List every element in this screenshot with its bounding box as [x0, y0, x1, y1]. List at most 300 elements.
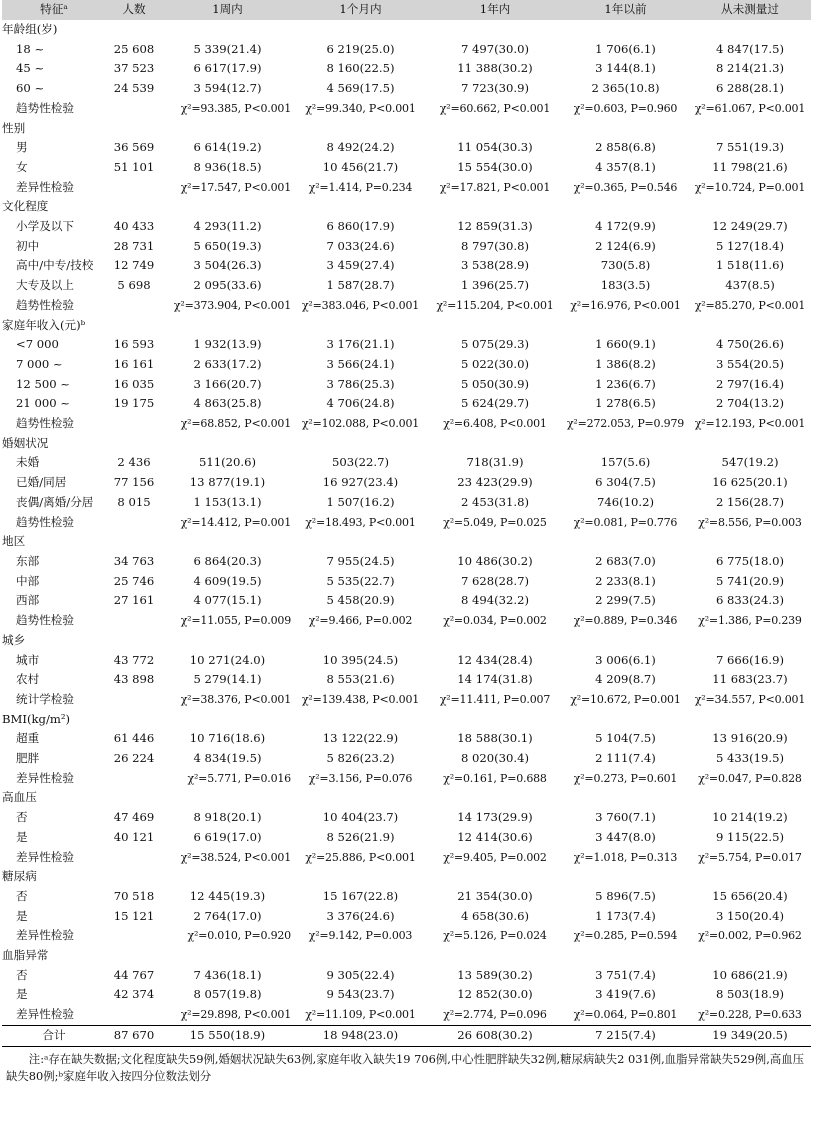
row-label: 是	[16, 908, 28, 923]
row-value: 503(22.7)	[332, 455, 389, 470]
row-value: 1 518(11.6)	[715, 258, 785, 273]
row-value: 1 386(8.2)	[595, 356, 656, 371]
row-label: 农村	[16, 672, 40, 687]
row-count: 28 731	[113, 238, 155, 253]
row-value: 6 860(17.9)	[326, 219, 395, 234]
data-table	[2, 0, 811, 1047]
row-value: 1 706(6.1)	[595, 41, 656, 56]
row-value: 4 609(19.5)	[193, 573, 262, 588]
test-label: 趋势性检验	[16, 297, 74, 312]
table-row	[2, 276, 811, 296]
row-value: 10 716(18.6)	[189, 731, 266, 746]
group-title: 年龄组(岁)	[2, 22, 58, 36]
header-cell: 特征ᵃ	[2, 0, 106, 20]
row-label: 12 500 ~	[16, 376, 70, 391]
row-value: 6 304(7.5)	[595, 475, 656, 490]
row-value: 7 723(30.9)	[460, 81, 530, 96]
test-label: 差异性检验	[16, 770, 74, 785]
test-label: 趋势性检验	[16, 100, 74, 115]
row-value: 157(5.6)	[600, 455, 651, 470]
row-label: 超重	[16, 731, 40, 746]
row-value: 4 569(17.5)	[326, 81, 395, 96]
row-value: 9 305(22.4)	[326, 967, 395, 982]
group-title: 文化程度	[2, 199, 49, 214]
test-statistic: χ²=0.034, P=0.002	[443, 614, 547, 628]
test-row	[2, 926, 811, 946]
row-label: 大专及以上	[16, 278, 74, 293]
row-value: 3 538(28.9)	[460, 258, 530, 273]
test-row	[2, 769, 811, 789]
row-label: 7 000 ~	[16, 356, 63, 371]
total-row	[2, 1025, 811, 1046]
test-statistic: χ²=11.055, P=0.009	[180, 614, 291, 628]
row-value: 1 278(6.5)	[595, 396, 656, 411]
row-value: 11 388(30.2)	[457, 61, 533, 76]
row-value: 12 852(30.0)	[457, 987, 533, 1002]
row-value: 6 617(17.9)	[193, 61, 262, 76]
row-count: 27 161	[113, 593, 155, 608]
row-value: 21 354(30.0)	[457, 888, 533, 903]
test-statistic: χ²=11.411, P=0.007	[439, 692, 551, 706]
header-cell: 人数	[106, 0, 162, 20]
test-statistic: χ²=0.228, P=0.633	[698, 1008, 802, 1022]
row-label: 18 ~	[16, 41, 45, 56]
row-value: 3 760(7.1)	[595, 810, 656, 825]
test-statistic: χ²=17.821, P<0.001	[439, 180, 551, 194]
test-statistic: χ²=61.067, P<0.001	[694, 101, 806, 115]
row-count: 8 015	[117, 494, 151, 509]
row-value: 16 625(20.1)	[712, 475, 788, 490]
row-count: 2 436	[117, 455, 151, 470]
test-statistic: χ²=1.414, P=0.234	[308, 180, 413, 194]
header-row	[2, 0, 811, 20]
row-label: 否	[16, 810, 28, 825]
row-value: 6 833(24.3)	[715, 593, 785, 608]
row-value: 3 419(7.6)	[595, 987, 656, 1002]
row-value: 2 858(6.8)	[595, 140, 656, 155]
test-statistic: χ²=102.088, P<0.001	[301, 417, 420, 431]
table-row	[2, 453, 811, 473]
row-value: 5 535(22.7)	[326, 573, 395, 588]
row-value: 2 633(17.2)	[193, 356, 262, 371]
table-row	[2, 572, 811, 592]
group-title: 地区	[2, 534, 26, 549]
row-value: 11 683(23.7)	[712, 672, 788, 687]
row-value: 9 115(22.5)	[715, 829, 785, 844]
row-count: 44 767	[113, 967, 155, 982]
test-label: 统计学检验	[16, 691, 74, 706]
row-label: <7 000	[16, 337, 59, 352]
row-value: 3 504(26.3)	[193, 258, 262, 273]
row-count: 70 518	[113, 888, 155, 903]
row-value: 18 588(30.1)	[457, 731, 533, 746]
group-title-row	[2, 710, 811, 730]
test-statistic: χ²=29.898, P<0.001	[180, 1008, 291, 1022]
group-title-row	[2, 119, 811, 139]
table-row	[2, 59, 811, 79]
row-value: 11 054(30.3)	[457, 140, 533, 155]
table-row	[2, 394, 811, 414]
row-value: 547(19.2)	[721, 455, 779, 470]
row-value: 2 233(8.1)	[595, 573, 656, 588]
table-row	[2, 256, 811, 276]
row-label: 肥胖	[16, 751, 40, 766]
test-statistic: χ²=0.047, P=0.828	[698, 771, 802, 785]
row-count: 16 161	[113, 356, 155, 371]
table-row	[2, 887, 811, 907]
test-statistic: χ²=34.557, P<0.001	[694, 692, 806, 706]
row-value: 11 798(21.6)	[712, 159, 788, 174]
group-title: 婚姻状况	[2, 435, 49, 450]
test-label: 差异性检验	[16, 179, 74, 194]
test-statistic: χ²=3.156, P=0.076	[308, 771, 413, 785]
row-value: 4 357(8.1)	[595, 159, 656, 174]
test-statistic: χ²=5.049, P=0.025	[443, 515, 547, 529]
row-value: 3 786(25.3)	[326, 376, 395, 391]
table-row	[2, 79, 811, 99]
test-statistic: χ²=139.438, P<0.001	[301, 692, 420, 706]
row-value: 2 797(16.4)	[715, 376, 785, 391]
row-value: 8 020(30.4)	[460, 751, 530, 766]
row-count: 25 746	[113, 573, 155, 588]
test-statistic: χ²=5.754, P=0.017	[698, 850, 802, 864]
test-statistic: χ²=9.405, P=0.002	[443, 850, 547, 864]
test-statistic: χ²=9.466, P=0.002	[308, 614, 413, 628]
row-value: 5 339(21.4)	[193, 41, 262, 56]
row-value: 8 160(22.5)	[326, 61, 395, 76]
row-label: 否	[16, 967, 28, 982]
row-value: 2 095(33.6)	[193, 278, 262, 293]
test-statistic: χ²=16.976, P<0.001	[570, 298, 681, 312]
table-row	[2, 828, 811, 848]
row-value: 7 497(30.0)	[460, 41, 530, 56]
row-count: 19 175	[113, 396, 155, 411]
row-value: 6 614(19.2)	[193, 140, 262, 155]
row-value: 8 214(21.3)	[715, 61, 785, 76]
row-value: 12 859(31.3)	[457, 219, 533, 234]
row-value: 2 764(17.0)	[193, 908, 262, 923]
row-label: 小学及以下	[16, 219, 74, 234]
row-value: 2 156(28.7)	[715, 494, 785, 509]
test-statistic: χ²=2.774, P=0.096	[443, 1008, 547, 1022]
test-statistic: χ²=68.852, P<0.001	[180, 417, 291, 431]
row-value: 10 456(21.7)	[322, 159, 399, 174]
row-value: 5 896(7.5)	[595, 888, 656, 903]
row-value: 10 404(23.7)	[322, 810, 399, 825]
row-count: 51 101	[113, 159, 155, 174]
row-value: 3 459(27.4)	[326, 258, 395, 273]
row-value: 5 650(19.3)	[193, 238, 262, 253]
row-count: 16 593	[113, 337, 155, 352]
table-row	[2, 40, 811, 60]
row-value: 3 006(6.1)	[595, 652, 656, 667]
test-label: 差异性检验	[16, 928, 74, 943]
test-statistic: χ²=0.889, P=0.346	[573, 614, 678, 628]
table-row	[2, 985, 811, 1005]
row-value: 8 057(19.8)	[193, 987, 262, 1002]
row-value: 6 219(25.0)	[326, 41, 395, 56]
row-value: 10 395(24.5)	[322, 652, 399, 667]
test-statistic: χ²=38.524, P<0.001	[180, 850, 291, 864]
row-value: 8 492(24.2)	[326, 140, 395, 155]
test-statistic: χ²=25.886, P<0.001	[305, 850, 416, 864]
test-statistic: χ²=8.556, P=0.003	[698, 515, 802, 529]
row-value: 730(5.8)	[600, 258, 651, 273]
row-count: 26 224	[113, 751, 155, 766]
table-footnote: 注:ᵃ存在缺失数据;文化程度缺失59例,婚姻状况缺失63例,家庭年收入缺失19 706例,中心性肥胖缺失32例,糖尿病缺失2 031例,血脂异常缺失529例,高血压缺失80例;ᵇ家庭年收入按四分位数法划分	[6, 1051, 804, 1083]
row-count: 42 374	[113, 987, 155, 1002]
test-statistic: χ²=14.412, P=0.001	[180, 515, 291, 529]
row-value: 15 554(30.0)	[457, 159, 533, 174]
test-label: 差异性检验	[16, 1007, 74, 1022]
total-value: 26 608(30.2)	[428, 1025, 562, 1046]
test-statistic: χ²=0.081, P=0.776	[573, 515, 678, 529]
header-cell: 1周内	[162, 0, 293, 20]
row-value: 7 033(24.6)	[326, 238, 395, 253]
test-statistic: χ²=0.002, P=0.962	[698, 929, 802, 943]
group-title-row	[2, 867, 811, 887]
group-title-row	[2, 788, 811, 808]
row-value: 3 144(8.1)	[595, 61, 656, 76]
row-value: 9 543(23.7)	[326, 987, 395, 1002]
row-value: 4 750(26.6)	[715, 337, 785, 352]
row-count: 43 898	[113, 672, 155, 687]
test-row	[2, 178, 811, 198]
row-count: 12 749	[113, 258, 155, 273]
group-title-row	[2, 20, 811, 40]
group-title-row	[2, 197, 811, 217]
row-value: 746(10.2)	[597, 494, 654, 509]
test-row	[2, 414, 811, 434]
test-row	[2, 690, 811, 710]
row-value: 5 826(23.2)	[326, 751, 395, 766]
row-value: 1 660(9.1)	[595, 337, 656, 352]
table-row	[2, 749, 811, 769]
row-value: 2 704(13.2)	[715, 396, 785, 411]
row-value: 5 127(18.4)	[715, 238, 785, 253]
row-label: 是	[16, 829, 28, 844]
row-value: 1 507(16.2)	[326, 494, 395, 509]
row-value: 5 104(7.5)	[595, 731, 656, 746]
row-value: 12 414(30.6)	[457, 829, 533, 844]
row-value: 8 503(18.9)	[715, 987, 785, 1002]
row-count: 40 433	[113, 219, 155, 234]
test-statistic: χ²=99.340, P<0.001	[305, 101, 416, 115]
table-body	[2, 20, 811, 1046]
row-value: 4 834(19.5)	[193, 751, 262, 766]
row-count: 61 446	[113, 731, 155, 746]
test-statistic: χ²=9.142, P=0.003	[308, 929, 413, 943]
table-row	[2, 138, 811, 158]
row-value: 7 628(28.7)	[460, 573, 530, 588]
row-value: 14 173(29.9)	[457, 810, 533, 825]
row-count: 40 121	[113, 829, 155, 844]
row-value: 1 396(25.7)	[460, 278, 530, 293]
table-row	[2, 355, 811, 375]
row-value: 14 174(31.8)	[457, 672, 533, 687]
row-label: 女	[16, 159, 28, 174]
row-label: 已婚/同居	[16, 475, 67, 490]
test-row	[2, 848, 811, 868]
row-label: 60 ~	[16, 81, 45, 96]
row-value: 2 124(6.9)	[595, 238, 656, 253]
row-value: 12 445(19.3)	[189, 888, 266, 903]
row-value: 4 706(24.8)	[326, 396, 395, 411]
test-statistic: χ²=0.365, P=0.546	[573, 180, 678, 194]
test-statistic: χ²=5.126, P=0.024	[443, 929, 547, 943]
row-value: 7 666(16.9)	[715, 652, 785, 667]
row-label: 21 000 ~	[16, 396, 70, 411]
row-value: 8 797(30.8)	[460, 238, 530, 253]
row-value: 13 589(30.2)	[457, 967, 533, 982]
test-statistic: χ²=0.285, P=0.594	[573, 929, 678, 943]
row-value: 4 658(30.6)	[460, 908, 530, 923]
row-value: 13 916(20.9)	[712, 731, 788, 746]
row-value: 2 111(7.4)	[595, 751, 656, 766]
test-row	[2, 1005, 811, 1025]
table-row	[2, 375, 811, 395]
row-value: 15 656(20.4)	[712, 888, 788, 903]
row-label: 初中	[16, 238, 40, 253]
row-value: 6 619(17.0)	[193, 829, 262, 844]
row-value: 5 624(29.7)	[460, 396, 530, 411]
row-count: 5 698	[117, 278, 151, 293]
test-statistic: χ²=10.724, P=0.001	[694, 180, 806, 194]
row-value: 1 932(13.9)	[193, 337, 262, 352]
table-row	[2, 966, 811, 986]
row-value: 13 877(19.1)	[189, 475, 266, 490]
row-value: 183(3.5)	[600, 278, 651, 293]
row-count: 15 121	[113, 908, 155, 923]
total-count: 87 670	[106, 1025, 162, 1046]
test-statistic: χ²=11.109, P<0.001	[305, 1008, 416, 1022]
row-value: 1 153(13.1)	[193, 494, 262, 509]
row-value: 3 176(21.1)	[326, 337, 395, 352]
test-statistic: χ²=0.603, P=0.960	[573, 101, 678, 115]
group-title: 性别	[2, 120, 26, 135]
row-value: 16 927(23.4)	[322, 475, 399, 490]
row-label: 男	[16, 140, 28, 155]
table-row	[2, 651, 811, 671]
row-value: 2 299(7.5)	[595, 593, 656, 608]
row-label: 否	[16, 888, 28, 903]
group-title: 糖尿病	[2, 869, 37, 884]
row-value: 10 271(24.0)	[189, 652, 266, 667]
table-row	[2, 158, 811, 178]
test-row	[2, 99, 811, 119]
test-statistic: χ²=1.018, P=0.313	[573, 850, 678, 864]
total-value: 19 349(20.5)	[689, 1025, 811, 1046]
table-row	[2, 237, 811, 257]
test-statistic: χ²=272.053, P=0.979	[566, 417, 685, 431]
group-title: 血脂异常	[2, 948, 49, 963]
row-count: 34 763	[113, 553, 155, 568]
row-value: 3 166(20.7)	[193, 376, 262, 391]
test-statistic: χ²=0.010, P=0.920	[187, 929, 291, 943]
test-label: 趋势性检验	[16, 613, 74, 628]
total-value: 7 215(7.4)	[562, 1025, 689, 1046]
row-value: 5 050(30.9)	[460, 376, 530, 391]
row-value: 2 453(31.8)	[460, 494, 530, 509]
header-cell: 1年内	[428, 0, 562, 20]
row-value: 1 173(7.4)	[595, 908, 656, 923]
row-value: 12 434(28.4)	[457, 652, 533, 667]
row-value: 3 150(20.4)	[715, 908, 785, 923]
row-count: 25 608	[113, 41, 155, 56]
row-label: 东部	[16, 553, 40, 568]
row-value: 4 209(8.7)	[595, 672, 656, 687]
test-statistic: χ²=373.904, P<0.001	[173, 298, 291, 312]
row-value: 4 847(17.5)	[715, 41, 785, 56]
group-title: BMI(kg/m²)	[2, 711, 71, 726]
table-row	[2, 552, 811, 572]
table-row	[2, 808, 811, 828]
test-statistic: χ²=10.672, P=0.001	[570, 692, 681, 706]
row-value: 8 553(21.6)	[326, 672, 395, 687]
group-title-row	[2, 631, 811, 651]
table-row	[2, 729, 811, 749]
test-statistic: χ²=12.193, P<0.001	[694, 417, 806, 431]
test-label: 趋势性检验	[16, 514, 74, 529]
test-statistic: χ²=85.270, P<0.001	[694, 298, 806, 312]
test-row	[2, 513, 811, 533]
row-value: 23 423(29.9)	[457, 475, 533, 490]
row-count: 36 569	[113, 140, 155, 155]
test-statistic: χ²=0.161, P=0.688	[443, 771, 547, 785]
row-value: 7 955(24.5)	[326, 553, 395, 568]
test-row	[2, 611, 811, 631]
table-row	[2, 335, 811, 355]
row-value: 12 249(29.7)	[712, 219, 788, 234]
row-value: 8 526(21.9)	[326, 829, 395, 844]
row-count: 16 035	[113, 376, 155, 391]
test-row	[2, 296, 811, 316]
row-value: 3 447(8.0)	[595, 829, 656, 844]
group-title-row	[2, 434, 811, 454]
test-statistic: χ²=17.547, P<0.001	[180, 180, 291, 194]
total-value: 15 550(18.9)	[162, 1025, 293, 1046]
group-title-row	[2, 316, 811, 336]
table-row	[2, 493, 811, 513]
row-count: 77 156	[113, 475, 155, 490]
test-statistic: χ²=0.273, P=0.601	[573, 771, 678, 785]
row-label: 45 ~	[16, 61, 45, 76]
row-count: 47 469	[113, 810, 155, 825]
row-count: 24 539	[113, 81, 155, 96]
row-value: 6 288(28.1)	[715, 81, 785, 96]
row-value: 4 863(25.8)	[193, 396, 262, 411]
row-value: 3 554(20.5)	[715, 356, 785, 371]
total-label: 合计	[2, 1025, 106, 1046]
row-value: 4 293(11.2)	[193, 219, 262, 234]
row-label: 丧偶/离婚/分居	[16, 494, 94, 509]
row-value: 5 075(29.3)	[460, 337, 530, 352]
row-value: 2 683(7.0)	[595, 553, 656, 568]
row-label: 未婚	[16, 455, 40, 470]
row-value: 511(20.6)	[199, 455, 256, 470]
row-value: 4 172(9.9)	[595, 219, 656, 234]
row-value: 4 077(15.1)	[193, 593, 262, 608]
test-statistic: χ²=60.662, P<0.001	[439, 101, 551, 115]
row-value: 3 751(7.4)	[595, 967, 656, 982]
table-row	[2, 907, 811, 927]
test-statistic: χ²=93.385, P<0.001	[180, 101, 291, 115]
row-value: 5 433(19.5)	[715, 751, 785, 766]
test-statistic: χ²=0.064, P=0.801	[573, 1008, 678, 1022]
row-count: 37 523	[113, 61, 155, 76]
row-value: 1 587(28.7)	[326, 278, 395, 293]
row-value: 5 279(14.1)	[193, 672, 262, 687]
